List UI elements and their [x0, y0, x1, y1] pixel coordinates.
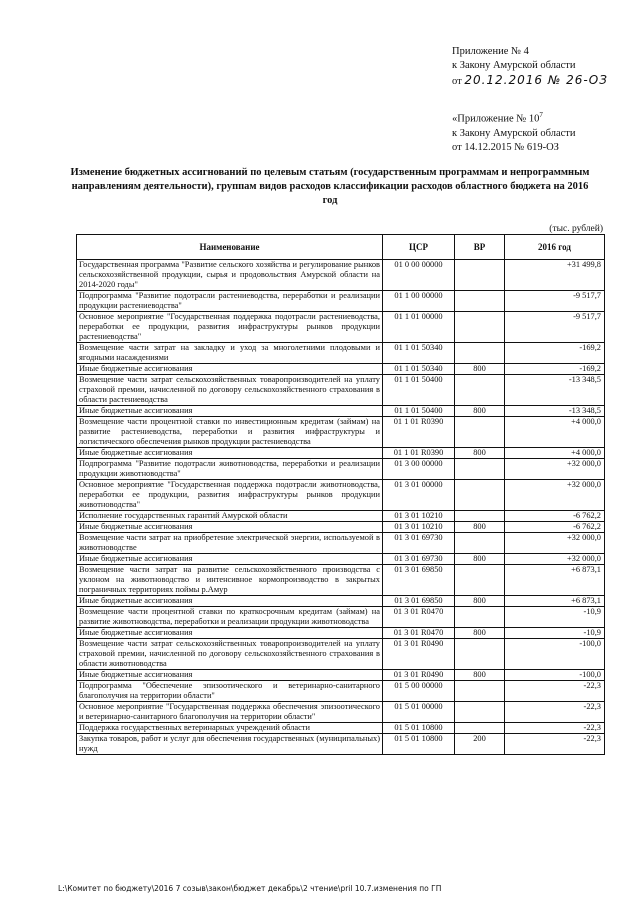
cell-name: Закупка товаров, работ и услуг для обеспечения государственных (муниципальных) нужд — [77, 734, 383, 755]
cell-amount: -13 348,5 — [505, 375, 605, 406]
cell-csr: 01 5 01 00000 — [383, 702, 455, 723]
units-label: (тыс. рублей) — [549, 224, 603, 234]
cell-csr: 01 1 01 50400 — [383, 375, 455, 406]
cell-csr: 01 1 01 50340 — [383, 343, 455, 364]
cell-vr — [455, 511, 505, 522]
cell-vr — [455, 607, 505, 628]
cell-name: Возмещение части процентной ставки по инвестиционным кредитам (займам) на развитие растениеводства, переработки и развития инфраструктуры и логистического обеспечения рынков продукции растениеводства — [77, 417, 383, 448]
cell-name: Основное мероприятие "Государственная поддержка обеспечения эпизоотического и ветеринарно-санитарного благополучия на территории области" — [77, 702, 383, 723]
cell-vr: 800 — [455, 364, 505, 375]
appendix-number: Приложение № 4 — [452, 46, 529, 57]
table-row — [77, 291, 605, 312]
table-row — [77, 565, 605, 596]
cell-csr: 01 5 00 00000 — [383, 681, 455, 702]
cell-amount: +4 000,0 — [505, 448, 605, 459]
cell-csr: 01 3 01 69850 — [383, 565, 455, 596]
cell-amount: -22,3 — [505, 734, 605, 755]
cell-vr — [455, 639, 505, 670]
appendix-date-prefix: от — [452, 76, 462, 87]
cell-vr: 800 — [455, 448, 505, 459]
cell-name: Государственная программа "Развитие сельского хозяйства и регулирование рынков сельскохозяйственной продукции, сырья и продовольствия Амурской области на 2014-2020 годы" — [77, 260, 383, 291]
cell-vr — [455, 723, 505, 734]
cell-name: Иные бюджетные ассигнования — [77, 670, 383, 681]
header-csr: ЦСР — [383, 235, 455, 260]
appendix-date — [452, 73, 632, 89]
budget-table — [76, 234, 605, 755]
table-header-row — [77, 235, 605, 260]
cell-name: Подпрограмма "Развитие подотрасли животноводства, переработки и реализации продукции животноводства" — [77, 459, 383, 480]
appendix-law: к Закону Амурской области — [452, 60, 576, 71]
cell-csr: 01 1 01 50400 — [383, 406, 455, 417]
cell-csr: 01 3 01 69730 — [383, 533, 455, 554]
cell-csr: 01 1 01 00000 — [383, 312, 455, 343]
header-year: 2016 год — [505, 235, 605, 260]
appendix-header — [452, 45, 632, 89]
cell-amount: -9 517,7 — [505, 312, 605, 343]
cell-amount: -10,9 — [505, 628, 605, 639]
cell-name: Подпрограмма "Обеспечение эпизоотического и ветеринарно-санитарного благополучия на территории области" — [77, 681, 383, 702]
cell-amount: -6 762,2 — [505, 511, 605, 522]
cell-name: Возмещение части процентной ставки по краткосрочным кредитам (займам) на развитие животноводства, переработки и реализации продукции животноводства — [77, 607, 383, 628]
table-body — [77, 260, 605, 755]
cell-name: Иные бюджетные ассигнования — [77, 448, 383, 459]
table-row — [77, 448, 605, 459]
cell-csr: 01 3 01 R0490 — [383, 639, 455, 670]
cell-csr: 01 3 00 00000 — [383, 459, 455, 480]
cell-vr: 800 — [455, 406, 505, 417]
cell-name: Возмещение части затрат сельскохозяйственных товаропроизводителей на уплату страховой премии, начисленной по договору сельскохозяйственного страхования в области растениеводства — [77, 375, 383, 406]
cell-name: Возмещение части затрат сельскохозяйственных товаропроизводителей на уплату страховой премии, начисленной по договору сельскохозяйственного страхования в области животноводства — [77, 639, 383, 670]
cell-name: Иные бюджетные ассигнования — [77, 554, 383, 565]
cell-name: Подпрограмма "Развитие подотрасли растениеводства, переработки и реализации продукции растениеводства" — [77, 291, 383, 312]
cell-amount: -22,3 — [505, 723, 605, 734]
cell-amount: -169,2 — [505, 343, 605, 364]
table-row — [77, 628, 605, 639]
cell-name: Исполнение государственных гарантий Амурской области — [77, 511, 383, 522]
cell-vr — [455, 375, 505, 406]
cell-amount: -169,2 — [505, 364, 605, 375]
table-row — [77, 406, 605, 417]
cell-csr: 01 0 00 00000 — [383, 260, 455, 291]
cell-vr — [455, 260, 505, 291]
cell-amount: +32 000,0 — [505, 480, 605, 511]
cell-amount: +6 873,1 — [505, 596, 605, 607]
cell-vr: 800 — [455, 522, 505, 533]
cell-amount: -10,9 — [505, 607, 605, 628]
previous-appendix-header — [452, 108, 632, 155]
cell-vr: 800 — [455, 596, 505, 607]
cell-vr — [455, 459, 505, 480]
cell-amount: +6 873,1 — [505, 565, 605, 596]
previous-appendix-law: к Закону Амурской области — [452, 127, 576, 139]
table-row — [77, 459, 605, 480]
cell-amount: -100,0 — [505, 639, 605, 670]
appendix-superscript: 7 — [539, 111, 543, 119]
cell-name: Иные бюджетные ассигнования — [77, 628, 383, 639]
cell-vr — [455, 533, 505, 554]
cell-name: Иные бюджетные ассигнования — [77, 364, 383, 375]
previous-appendix-number: «Приложение № $10^7$ — [452, 111, 543, 125]
cell-name: Иные бюджетные ассигнования — [77, 522, 383, 533]
cell-amount: +32 000,0 — [505, 533, 605, 554]
cell-amount: +32 000,0 — [505, 554, 605, 565]
cell-vr: 800 — [455, 554, 505, 565]
cell-csr: 01 5 01 10800 — [383, 723, 455, 734]
cell-vr — [455, 702, 505, 723]
cell-amount: -9 517,7 — [505, 291, 605, 312]
table-row — [77, 511, 605, 522]
table-row — [77, 681, 605, 702]
cell-vr — [455, 291, 505, 312]
cell-vr — [455, 312, 505, 343]
header-vr: ВР — [455, 235, 505, 260]
cell-amount: -100,0 — [505, 670, 605, 681]
cell-amount: +4 000,0 — [505, 417, 605, 448]
table-row — [77, 702, 605, 723]
cell-amount: +32 000,0 — [505, 459, 605, 480]
cell-vr — [455, 681, 505, 702]
table-row — [77, 375, 605, 406]
table-row — [77, 554, 605, 565]
table-row — [77, 364, 605, 375]
table-row — [77, 522, 605, 533]
table-row — [77, 734, 605, 755]
document-title: Изменение бюджетных ассигнований по целевым статьям (государственным программам и непрограммным направлениям деятельности), группам видов расходов классификации расходов областного бюджета на 2016 год — [70, 167, 590, 206]
cell-name: Возмещение части затрат на развитие сельскохозяйственного производства с уклоном на животноводство и интенсивное кормопроизводство в закрытых пограничных территориях поймы р.Амур — [77, 565, 383, 596]
cell-name: Поддержка государственных ветеринарных учреждений области — [77, 723, 383, 734]
table-row — [77, 533, 605, 554]
table-row — [77, 480, 605, 511]
cell-csr: 01 1 00 00000 — [383, 291, 455, 312]
table-row — [77, 607, 605, 628]
table-row — [77, 596, 605, 607]
cell-csr: 01 3 01 69850 — [383, 596, 455, 607]
cell-csr: 01 3 01 R0490 — [383, 670, 455, 681]
file-path-footer: L:\Комитет по бюджету\2016 7 созыв\закон\бюджет декабрь\2 чтение\pril 10.7.изменения по ГП — [58, 884, 442, 893]
cell-vr — [455, 480, 505, 511]
cell-csr: 01 3 01 69730 — [383, 554, 455, 565]
header-name: Наименование — [77, 235, 383, 260]
table-row — [77, 417, 605, 448]
cell-csr: 01 1 01 R0390 — [383, 448, 455, 459]
table-row — [77, 312, 605, 343]
handwritten-date: 20.12.2016 № 26-ОЗ — [464, 73, 608, 87]
cell-vr: 800 — [455, 670, 505, 681]
cell-csr: 01 3 01 R0470 — [383, 628, 455, 639]
table-row — [77, 723, 605, 734]
table-row — [77, 639, 605, 670]
cell-vr: 200 — [455, 734, 505, 755]
cell-amount: -22,3 — [505, 702, 605, 723]
cell-csr: 01 3 01 10210 — [383, 522, 455, 533]
cell-name: Иные бюджетные ассигнования — [77, 596, 383, 607]
table-row — [77, 670, 605, 681]
previous-appendix-date: от 14.12.2015 № 619-ОЗ — [452, 141, 559, 153]
cell-amount: -22,3 — [505, 681, 605, 702]
table-row — [77, 343, 605, 364]
cell-name: Возмещение части затрат на приобретение электрической энергии, используемой в животноводстве — [77, 533, 383, 554]
cell-vr: 800 — [455, 628, 505, 639]
cell-csr: 01 1 01 R0390 — [383, 417, 455, 448]
cell-vr — [455, 565, 505, 596]
cell-csr: 01 3 01 00000 — [383, 480, 455, 511]
cell-amount: -6 762,2 — [505, 522, 605, 533]
cell-vr — [455, 343, 505, 364]
cell-name: Основное мероприятие "Государственная поддержка подотрасли животноводства, переработки ее продукции, развития инфраструктуры рынков продукции животноводства" — [77, 480, 383, 511]
cell-vr — [455, 417, 505, 448]
cell-csr: 01 5 01 10800 — [383, 734, 455, 755]
cell-csr: 01 1 01 50340 — [383, 364, 455, 375]
cell-name: Возмещение части затрат на закладку и уход за многолетними плодовыми и ягодными насаждениями — [77, 343, 383, 364]
cell-name: Основное мероприятие "Государственная поддержка подотрасли растениеводства, переработки ее продукции, развития инфраструктуры рынков продукции растениеводства" — [77, 312, 383, 343]
table-row — [77, 260, 605, 291]
cell-csr: 01 3 01 10210 — [383, 511, 455, 522]
cell-name: Иные бюджетные ассигнования — [77, 406, 383, 417]
cell-csr: 01 3 01 R0470 — [383, 607, 455, 628]
cell-amount: +31 499,8 — [505, 260, 605, 291]
cell-amount: -13 348,5 — [505, 406, 605, 417]
